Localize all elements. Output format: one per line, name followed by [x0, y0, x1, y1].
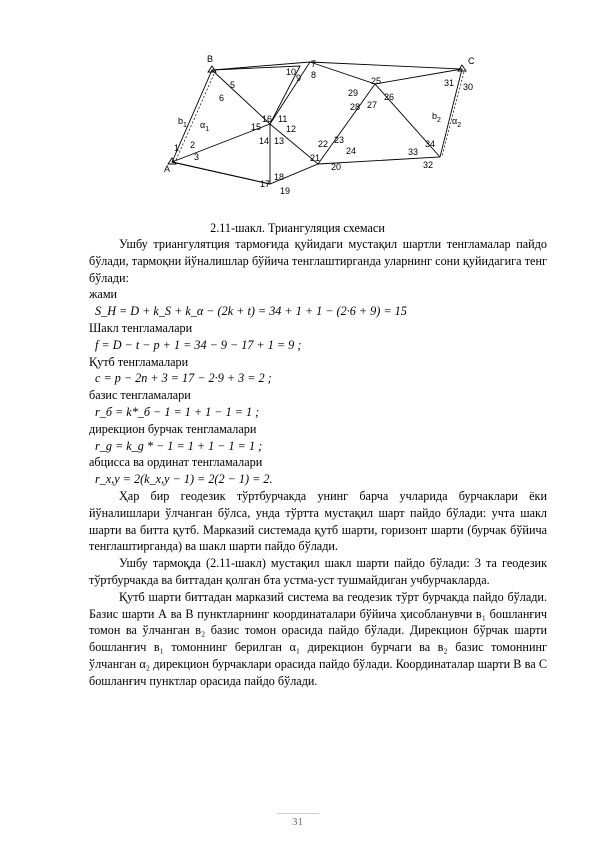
node-label: 27: [367, 100, 378, 110]
node-label: 34: [425, 139, 436, 149]
node-label: 12: [286, 124, 297, 134]
node-label: 26: [384, 92, 395, 102]
formula: r_x,y = 2(k_x,y − 1) = 2(2 − 1) = 2.: [95, 472, 273, 487]
node-label: 8: [311, 70, 317, 80]
node-label: 33: [408, 147, 419, 157]
node-label: 5: [230, 80, 236, 90]
node-label: 13: [274, 136, 285, 146]
text-line: Қутб тенгламалари: [89, 354, 189, 369]
formula: r_g = k_g * − 1 = 1 + 1 − 1 = 1 ;: [95, 438, 263, 453]
network-lines: [172, 62, 462, 184]
node-label: 11: [278, 114, 288, 124]
node-label: 24: [346, 146, 357, 156]
node-label: 9: [296, 73, 302, 83]
node-label: 7: [311, 59, 317, 69]
formula: r_б = k*_б − 1 = 1 + 1 − 1 = 1 ;: [95, 404, 260, 419]
node-label: 2: [190, 140, 196, 150]
node-label: 18: [274, 172, 285, 182]
paragraph: Ушбу тармоқда (2.11-шакл) мустақил шакл шарти пайдо бўлади: 3 та геодезик тўртбурчакда ва биттадан қолган бта устма-уст тушмайдиган учбурчакларда.: [89, 556, 547, 587]
page-number: 31: [292, 816, 303, 828]
node-label: 23: [334, 135, 345, 145]
node-numbers: [174, 59, 473, 196]
paragraph: Ҳар бир геодезик тўртбурчакда унинг барча учларида бурчаклари ёки йўналишлари ўлчанган бўлса, унда тўртта мустақил шарт пайдо бўлади: учта шакл шарти ва битта қутб. Марказий системада қутб шарти, горизонт шарти (бурчак бўйича тенглаштирганда) ва шакл шарти пайдо бўлади.: [89, 488, 547, 554]
point-label-c: C: [468, 56, 475, 66]
text-line: жами: [89, 287, 118, 302]
text-line: дирекцион бурчак тенгламалари: [89, 421, 257, 436]
node-label: 19: [280, 186, 291, 196]
node-label: 17: [260, 179, 271, 189]
base-b2-label: $b_2$: [432, 111, 441, 124]
node-label: 16: [262, 114, 273, 124]
point-label-a: A: [164, 164, 171, 174]
document-body: [89, 236, 547, 690]
node-label: 28: [350, 102, 361, 112]
paragraph: Қутб шарти биттадан марказий система ва геодезик тўрт бурчакда пайдо бўлади. Базис шарти А ва В пунктларнинг координаталари бўйича ҳисобланувчи в₁ бошланғич томон ва ўлчанган в₂ базис томон орасида пайдо бўлади. Дирекцион бўрчак шарти бошланғич в₁ томоннинг берилган α₁ дирекцион бурчаги ва в₂ базис томоннинг ўлчанган α₂ дирекцион бурчаклари орасида пайдо бўлади. Координаталар шарти В ва С бошланғич пунктлар орасида пайдо бўлади.: [89, 589, 547, 688]
paragraph: Ушбу триангулятция тармоғида қуйидаги мустақил шартли тенгламалар пайдо бўлади, тармоқни йўналишлар бўйича тенглаштирганда уларнинг сони қуйидагига тенг бўлади:: [89, 237, 547, 285]
node-label: 14: [259, 136, 270, 146]
node-label: 6: [219, 93, 225, 103]
base-b1-label: $b_1$: [178, 116, 187, 129]
alpha1-label: $\alpha_1$: [200, 120, 210, 133]
node-label: 15: [251, 122, 262, 132]
text-line: базис тенгламалари: [89, 388, 191, 403]
text-line: Шакл тенгламалари: [89, 320, 193, 335]
formula: f = D − t − p + 1 = 34 − 9 − 17 + 1 = 9 ;: [95, 337, 302, 352]
figure-caption: 2.11-шакл. Триангуляция схемаси: [210, 221, 385, 235]
formula: S_Н = D + k_S + k_α − (2k + t) = 34 + 1 + 1 − (2·6 + 9) = 15: [95, 304, 407, 319]
node-label: 21: [310, 153, 321, 163]
node-label: 22: [318, 139, 329, 149]
node-label: 31: [444, 78, 455, 88]
node-label: 30: [463, 82, 474, 92]
page-number-rule: [277, 813, 319, 814]
formula: c = p − 2n + 3 = 17 − 2·9 + 3 = 2 ;: [95, 371, 272, 386]
node-label: 32: [423, 160, 434, 170]
node-label: 29: [348, 88, 359, 98]
text-line: абцисса ва ординат тенгламалари: [89, 455, 263, 470]
node-label: 1: [174, 143, 180, 153]
point-label-b: B: [207, 54, 214, 64]
alpha2-label: $\alpha_2$: [452, 116, 462, 129]
node-label: 10: [286, 67, 297, 77]
node-label: 25: [371, 76, 382, 86]
triangulation-diagram: [150, 52, 490, 207]
node-label: 3: [194, 152, 200, 162]
node-label: 20: [331, 162, 342, 172]
